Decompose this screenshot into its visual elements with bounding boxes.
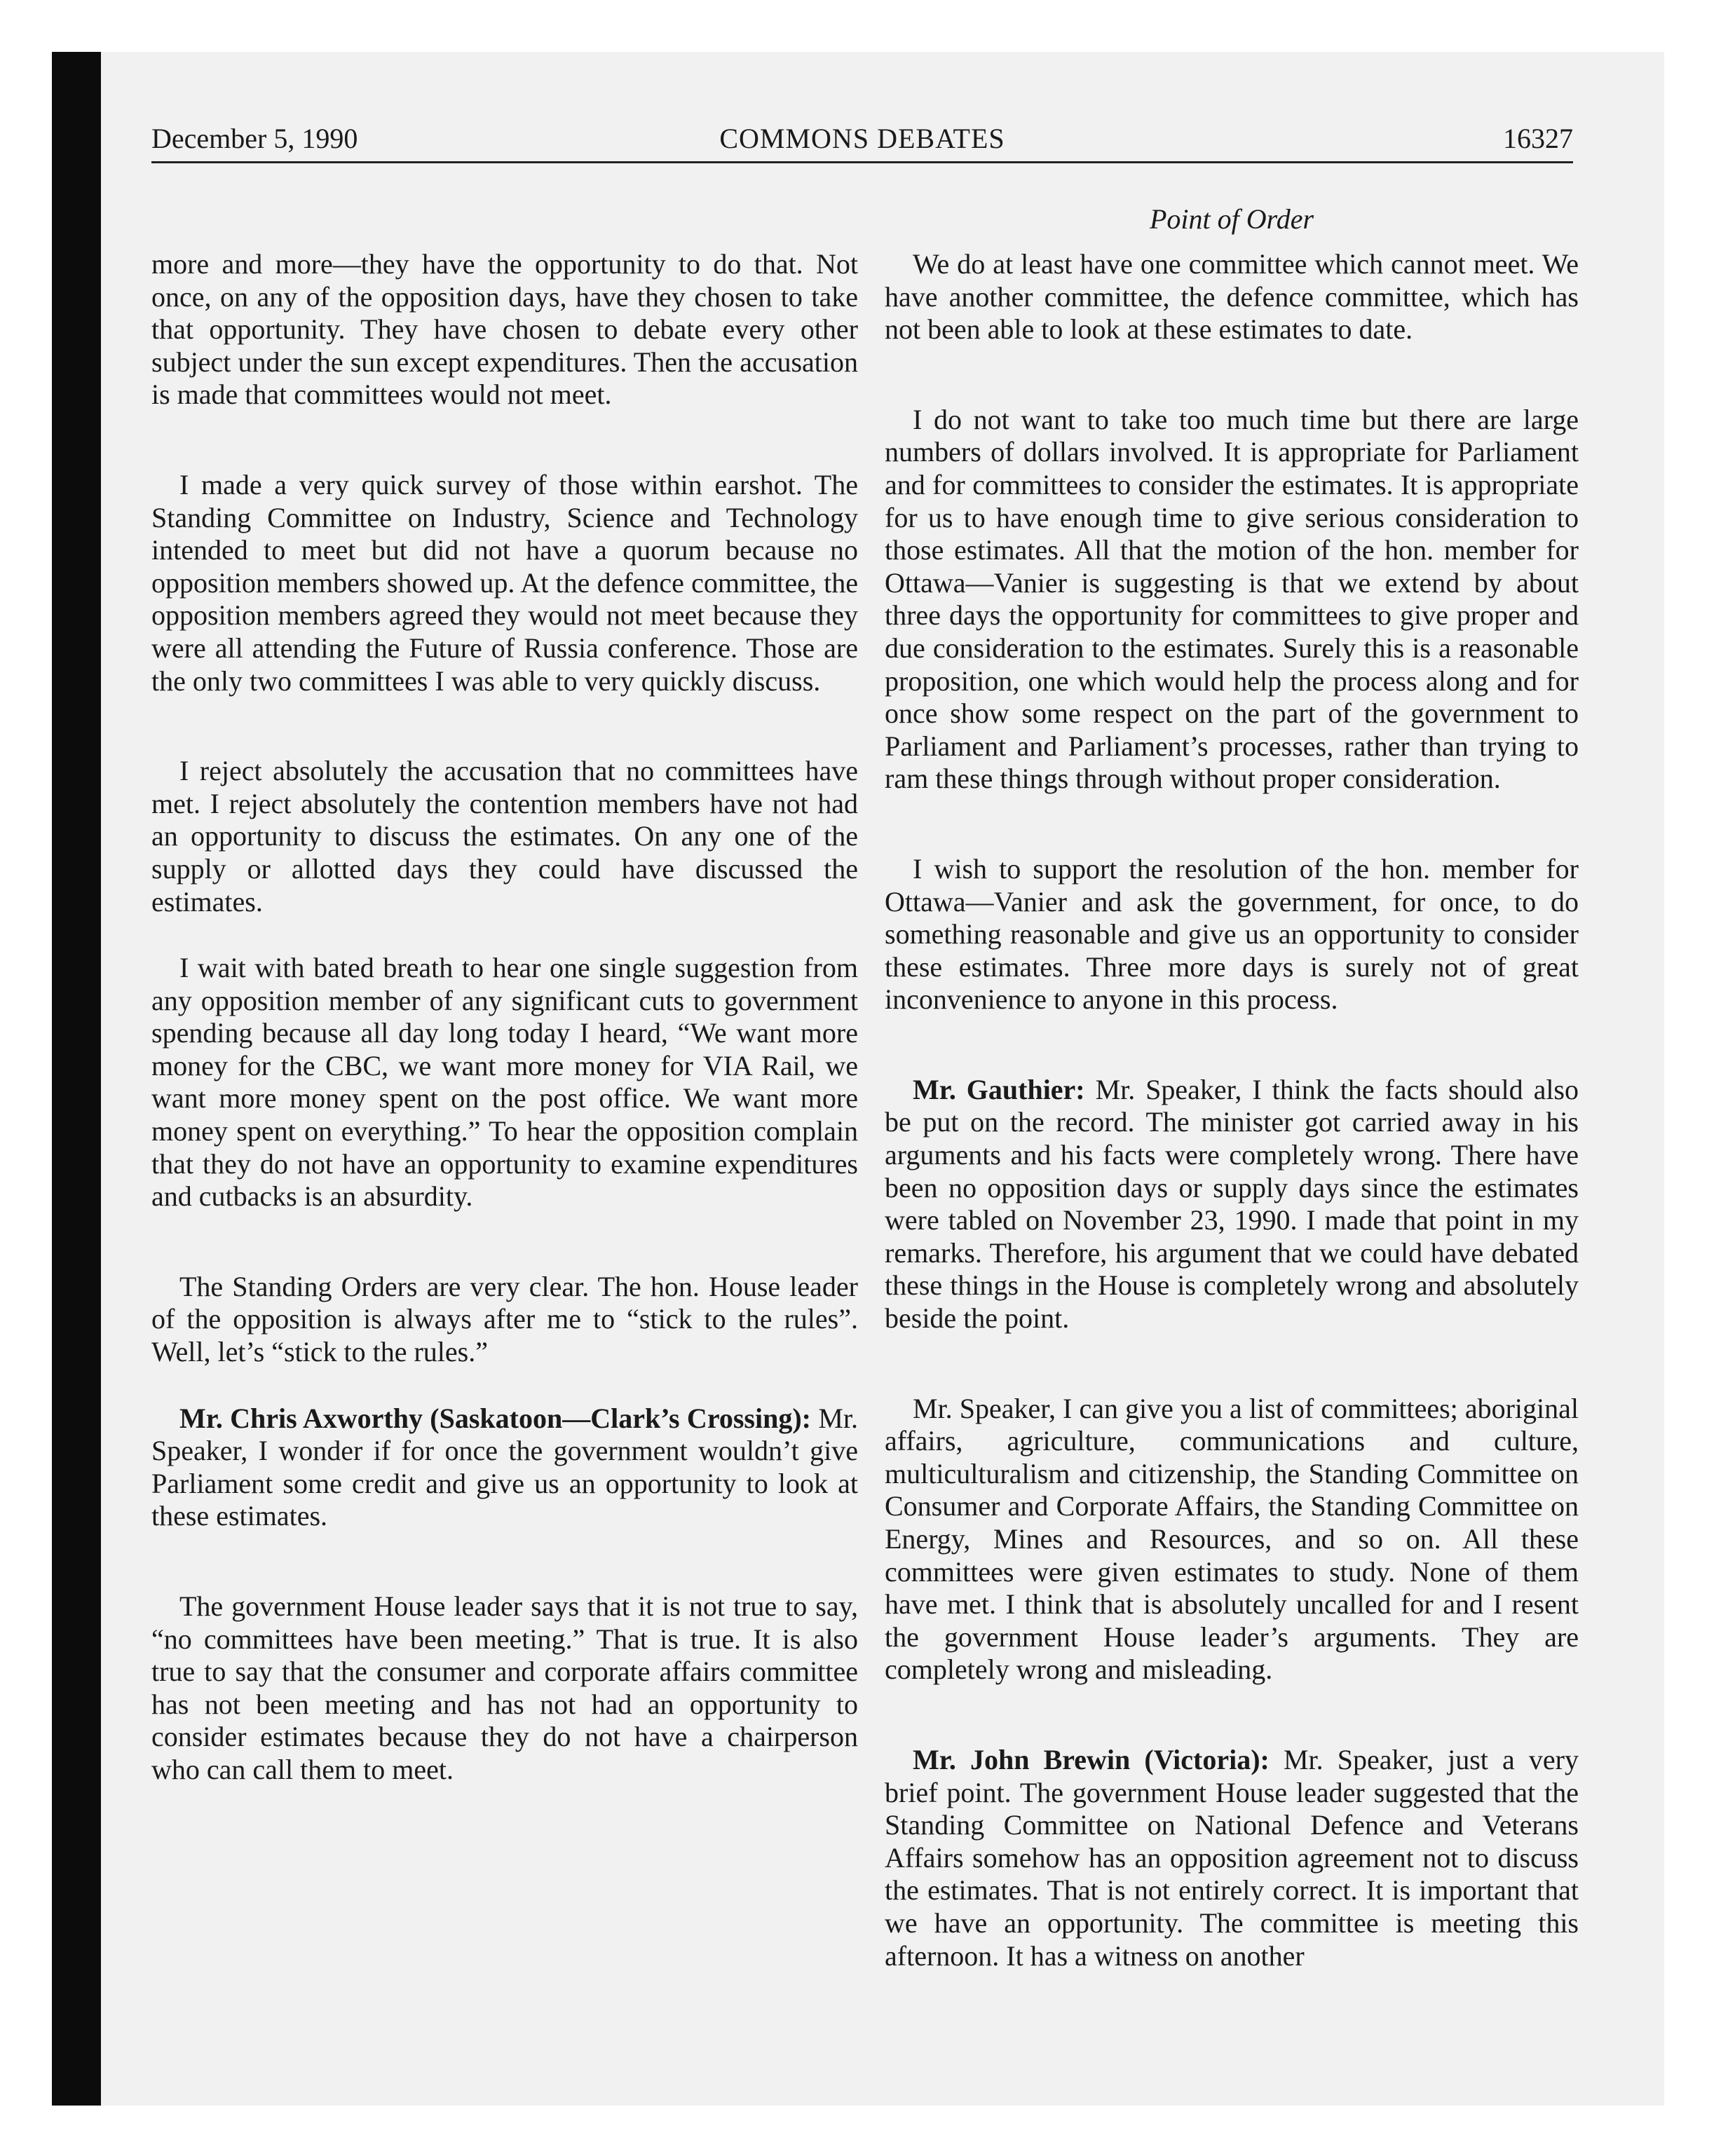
- right-paragraph-4: [885, 1074, 1579, 1335]
- speech-text: Mr. Speaker, I wonder if for once the government wouldn’t give Parliament some credit and give us an opportunity to look at these estimates.: [151, 1402, 859, 1532]
- right-paragraph-6: [885, 1744, 1579, 1972]
- left-paragraph-7: The government House leader says that it is not true to say, “no committees have been meeting.” That is true. It is also true to say that the consumer and corporate affairs committee has not been meeting and has not had an opportunity to consider estimates because they do not have a chairperson who can call them to meet.: [151, 1590, 858, 1785]
- speaker-name: Mr. John Brewin (Victoria):: [913, 1743, 1270, 1775]
- left-paragraph-3: I reject absolutely the accusation that no committees have met. I reject absolutely the contention members have not had an opportunity to discuss the estimates. On any one of the supply or allotted days they could have discussed the estimates.: [151, 755, 858, 917]
- left-column: [151, 248, 858, 1787]
- speaker-name: Mr. Gauthier:: [913, 1073, 1085, 1105]
- right-paragraph-1: We do at least have one committee which cannot meet. We have another committee, the defence committee, which has not been able to look at these estimates to date.: [885, 248, 1579, 346]
- left-paragraph-1: more and more—they have the opportunity to do that. Not once, on any of the opposition days, have they chosen to take that opportunity. They have chosen to debate every other subject under the sun except expenditures. Then the accusation is made that committees would not meet.: [151, 248, 858, 411]
- section-heading: Point of Order: [1149, 203, 1314, 235]
- header-date: December 5, 1990: [151, 123, 358, 154]
- speech-text: Mr. Speaker, I think the facts should also be put on the record. The minister got carried away in his arguments and his facts were completely wrong. There have been no opposition days or supply days since the estimates were tabled on November 23, 1990. I made that point in my remarks. Therefore, his argument that we could have debated these things in the House is completely wrong and absolutely beside the point.: [885, 1073, 1579, 1335]
- binding-edge: [52, 52, 101, 2106]
- left-paragraph-5: The Standing Orders are very clear. The hon. House leader of the opposition is always after me to “stick to the rules”. Well, let’s “stick to the rules.”: [151, 1270, 858, 1368]
- left-paragraph-6: [151, 1403, 858, 1533]
- left-paragraph-2: I made a very quick survey of those within earshot. The Standing Committee on Industry, Science and Technology intended to meet but did not have a quorum because no opposition members showed up. At the defence committee, the opposition members agreed they would not meet because they were all attending the Future of Russia conference. Those are the only two committees I was able to very quickly discuss.: [151, 468, 858, 697]
- right-paragraph-3: I wish to support the resolution of the hon. member for Ottawa—Vanier and ask the government, for once, to do something reasonable and give us an opportunity to consider these estimates. Three more days is surely not of great inconvenience to anyone in this process.: [885, 852, 1579, 1016]
- left-paragraph-4: I wait with bated breath to hear one single suggestion from any opposition member of any significant cuts to government spending because all day long today I heard, “We want more money for the CBC, we want more money for VIA Rail, we want more money spent on the post office. We want more money spent on everything.” To hear the opposition complain that they do not have an opportunity to examine expenditures and cutbacks is an absurdity.: [151, 952, 858, 1213]
- header-page-number: 16327: [1503, 123, 1573, 154]
- running-head: [151, 118, 1573, 167]
- right-paragraph-2: I do not want to take too much time but there are large numbers of dollars involved. It is appropriate for Parliament and for committees to consider the estimates. It is appropriate for us to have enough time to give serious consideration to those estimates. All that the motion of the hon. member for Ottawa—Vanier is suggesting is that we extend by about three days the opportunity for committees to give proper and due consideration to the estimates. Surely this is a reasonable proposition, one which would help the process along and for once show some respect on the part of the government to Parliament and Parliament’s processes, rather than trying to ram these things through without proper consideration.: [885, 403, 1579, 795]
- header-rule: [151, 161, 1573, 163]
- speech-text: Mr. Speaker, just a very brief point. The government House leader suggested that the Standing Committee on National Defence and Veterans Affairs somehow has an opposition agreement not to discuss the estimates. That is not entirely correct. It is important that we have an opportunity. The committee is meeting this afternoon. It has a witness on another: [885, 1743, 1579, 1972]
- speaker-name: Mr. Chris Axworthy (Saskatoon—Clark’s Crossing):: [179, 1402, 811, 1434]
- right-paragraph-5: Mr. Speaker, I can give you a list of committees; aboriginal affairs, agriculture, communications and culture, multiculturalism and citizenship, the Standing Committee on Consumer and Corporate Affairs, the Standing Committee on Energy, Mines and Resources, and so on. All these committees were given estimates to study. None of them have met. I think that is absolutely uncalled for and I resent the government House leader’s arguments. They are completely wrong and misleading.: [885, 1392, 1579, 1686]
- right-column: [885, 248, 1579, 1972]
- header-publication: COMMONS DEBATES: [719, 123, 1005, 154]
